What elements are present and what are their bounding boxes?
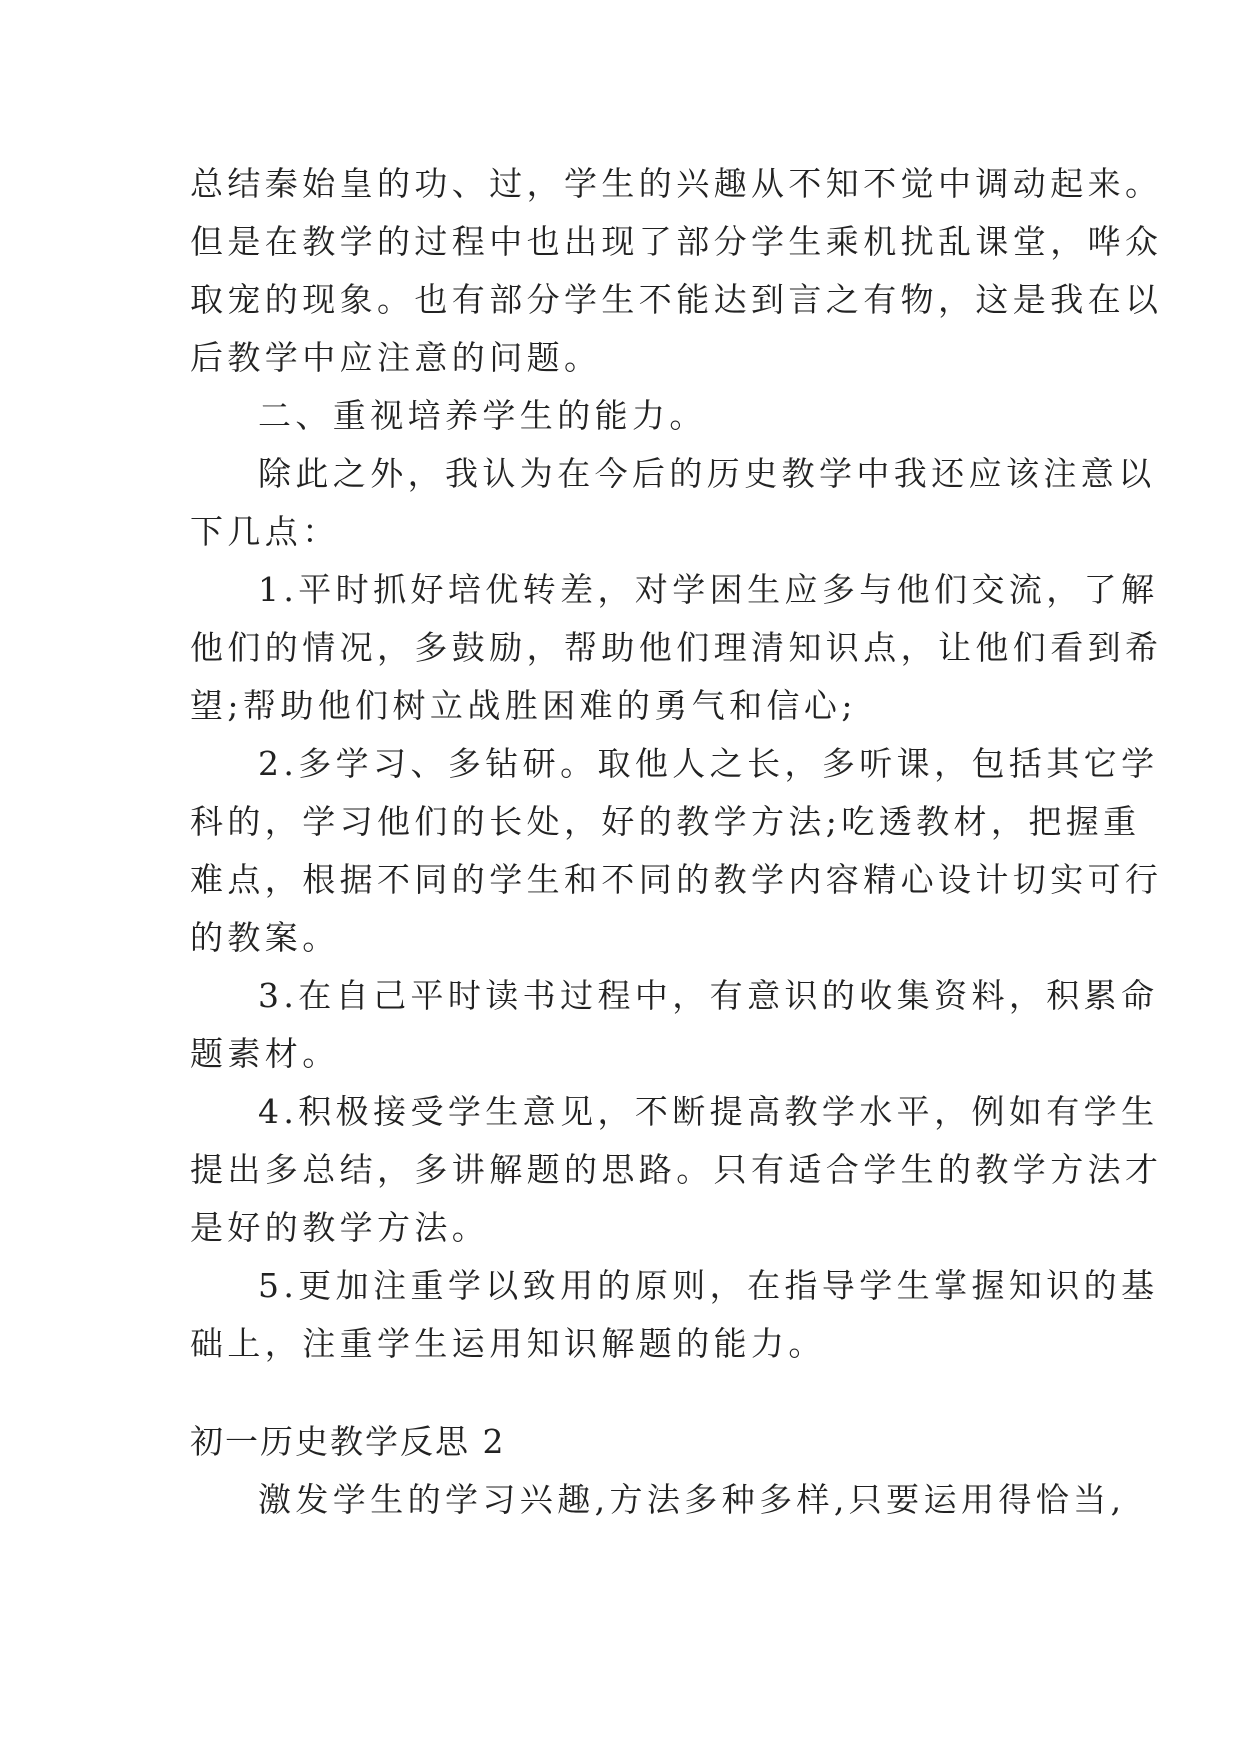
text-line: 除此之外，我认为在今后的历史教学中我还应该注意以: [258, 454, 1156, 493]
text-line: 后教学中应注意的问题。: [190, 338, 602, 377]
list-item-1: [190, 561, 1163, 735]
text-line: 难点，根据不同的学生和不同的教学内容精心设计切实可行: [190, 860, 1163, 899]
text-line: 5.更加注重学以致用的原则，在指导学生掌握知识的基: [258, 1266, 1159, 1305]
text-line: 下几点：: [190, 512, 340, 551]
text-line: 题素材。: [190, 1034, 340, 1073]
text-line: 但是在教学的过程中也出现了部分学生乘机扰乱课堂，哗众: [190, 222, 1163, 261]
list-item-4: [190, 1083, 1163, 1257]
text-line: 总结秦始皇的功、过，学生的兴趣从不知不觉中调动起来。: [190, 164, 1163, 203]
paragraph-summary: [190, 155, 1163, 387]
text-line: 提出多总结，多讲解题的思路。只有适合学生的教学方法才: [190, 1150, 1163, 1189]
paragraph-intro: [190, 445, 1156, 561]
text-line: 取宠的现象。也有部分学生不能达到言之有物，这是我在以: [190, 280, 1163, 319]
text-line: 3.在自己平时读书过程中，有意识的收集资料，积累命: [258, 976, 1159, 1015]
section-spacer: [190, 1373, 1070, 1413]
list-item-3: [190, 967, 1159, 1083]
point-two-heading: 二、重视培养学生的能力。: [258, 396, 707, 435]
text-line: 望;帮助他们树立战胜困难的勇气和信心;: [190, 686, 857, 725]
text-line: 激发学生的学习兴趣,方法多种多样,只要运用得恰当,: [258, 1480, 1126, 1519]
text-line: 他们的情况，多鼓励，帮助他们理清知识点，让他们看到希: [190, 628, 1163, 667]
text-line: 是好的教学方法。: [190, 1208, 490, 1247]
section-title: 初一历史教学反思 2: [190, 1422, 506, 1461]
list-item-5: [190, 1257, 1159, 1373]
text-line: 1.平时抓好培优转差，对学困生应多与他们交流，了解: [258, 570, 1159, 609]
list-item-2: [190, 735, 1163, 967]
text-line: 的教案。: [190, 918, 340, 957]
text-line: 科的，学习他们的长处，好的教学方法;吃透教材，把握重: [190, 802, 1141, 841]
document-body: [190, 155, 1163, 1529]
text-line: 4.积极接受学生意见，不断提高教学水平，例如有学生: [258, 1092, 1159, 1131]
text-line: 础上，注重学生运用知识解题的能力。: [190, 1324, 826, 1363]
text-line: 2.多学习、多钻研。取他人之长，多听课，包括其它学: [258, 744, 1159, 783]
